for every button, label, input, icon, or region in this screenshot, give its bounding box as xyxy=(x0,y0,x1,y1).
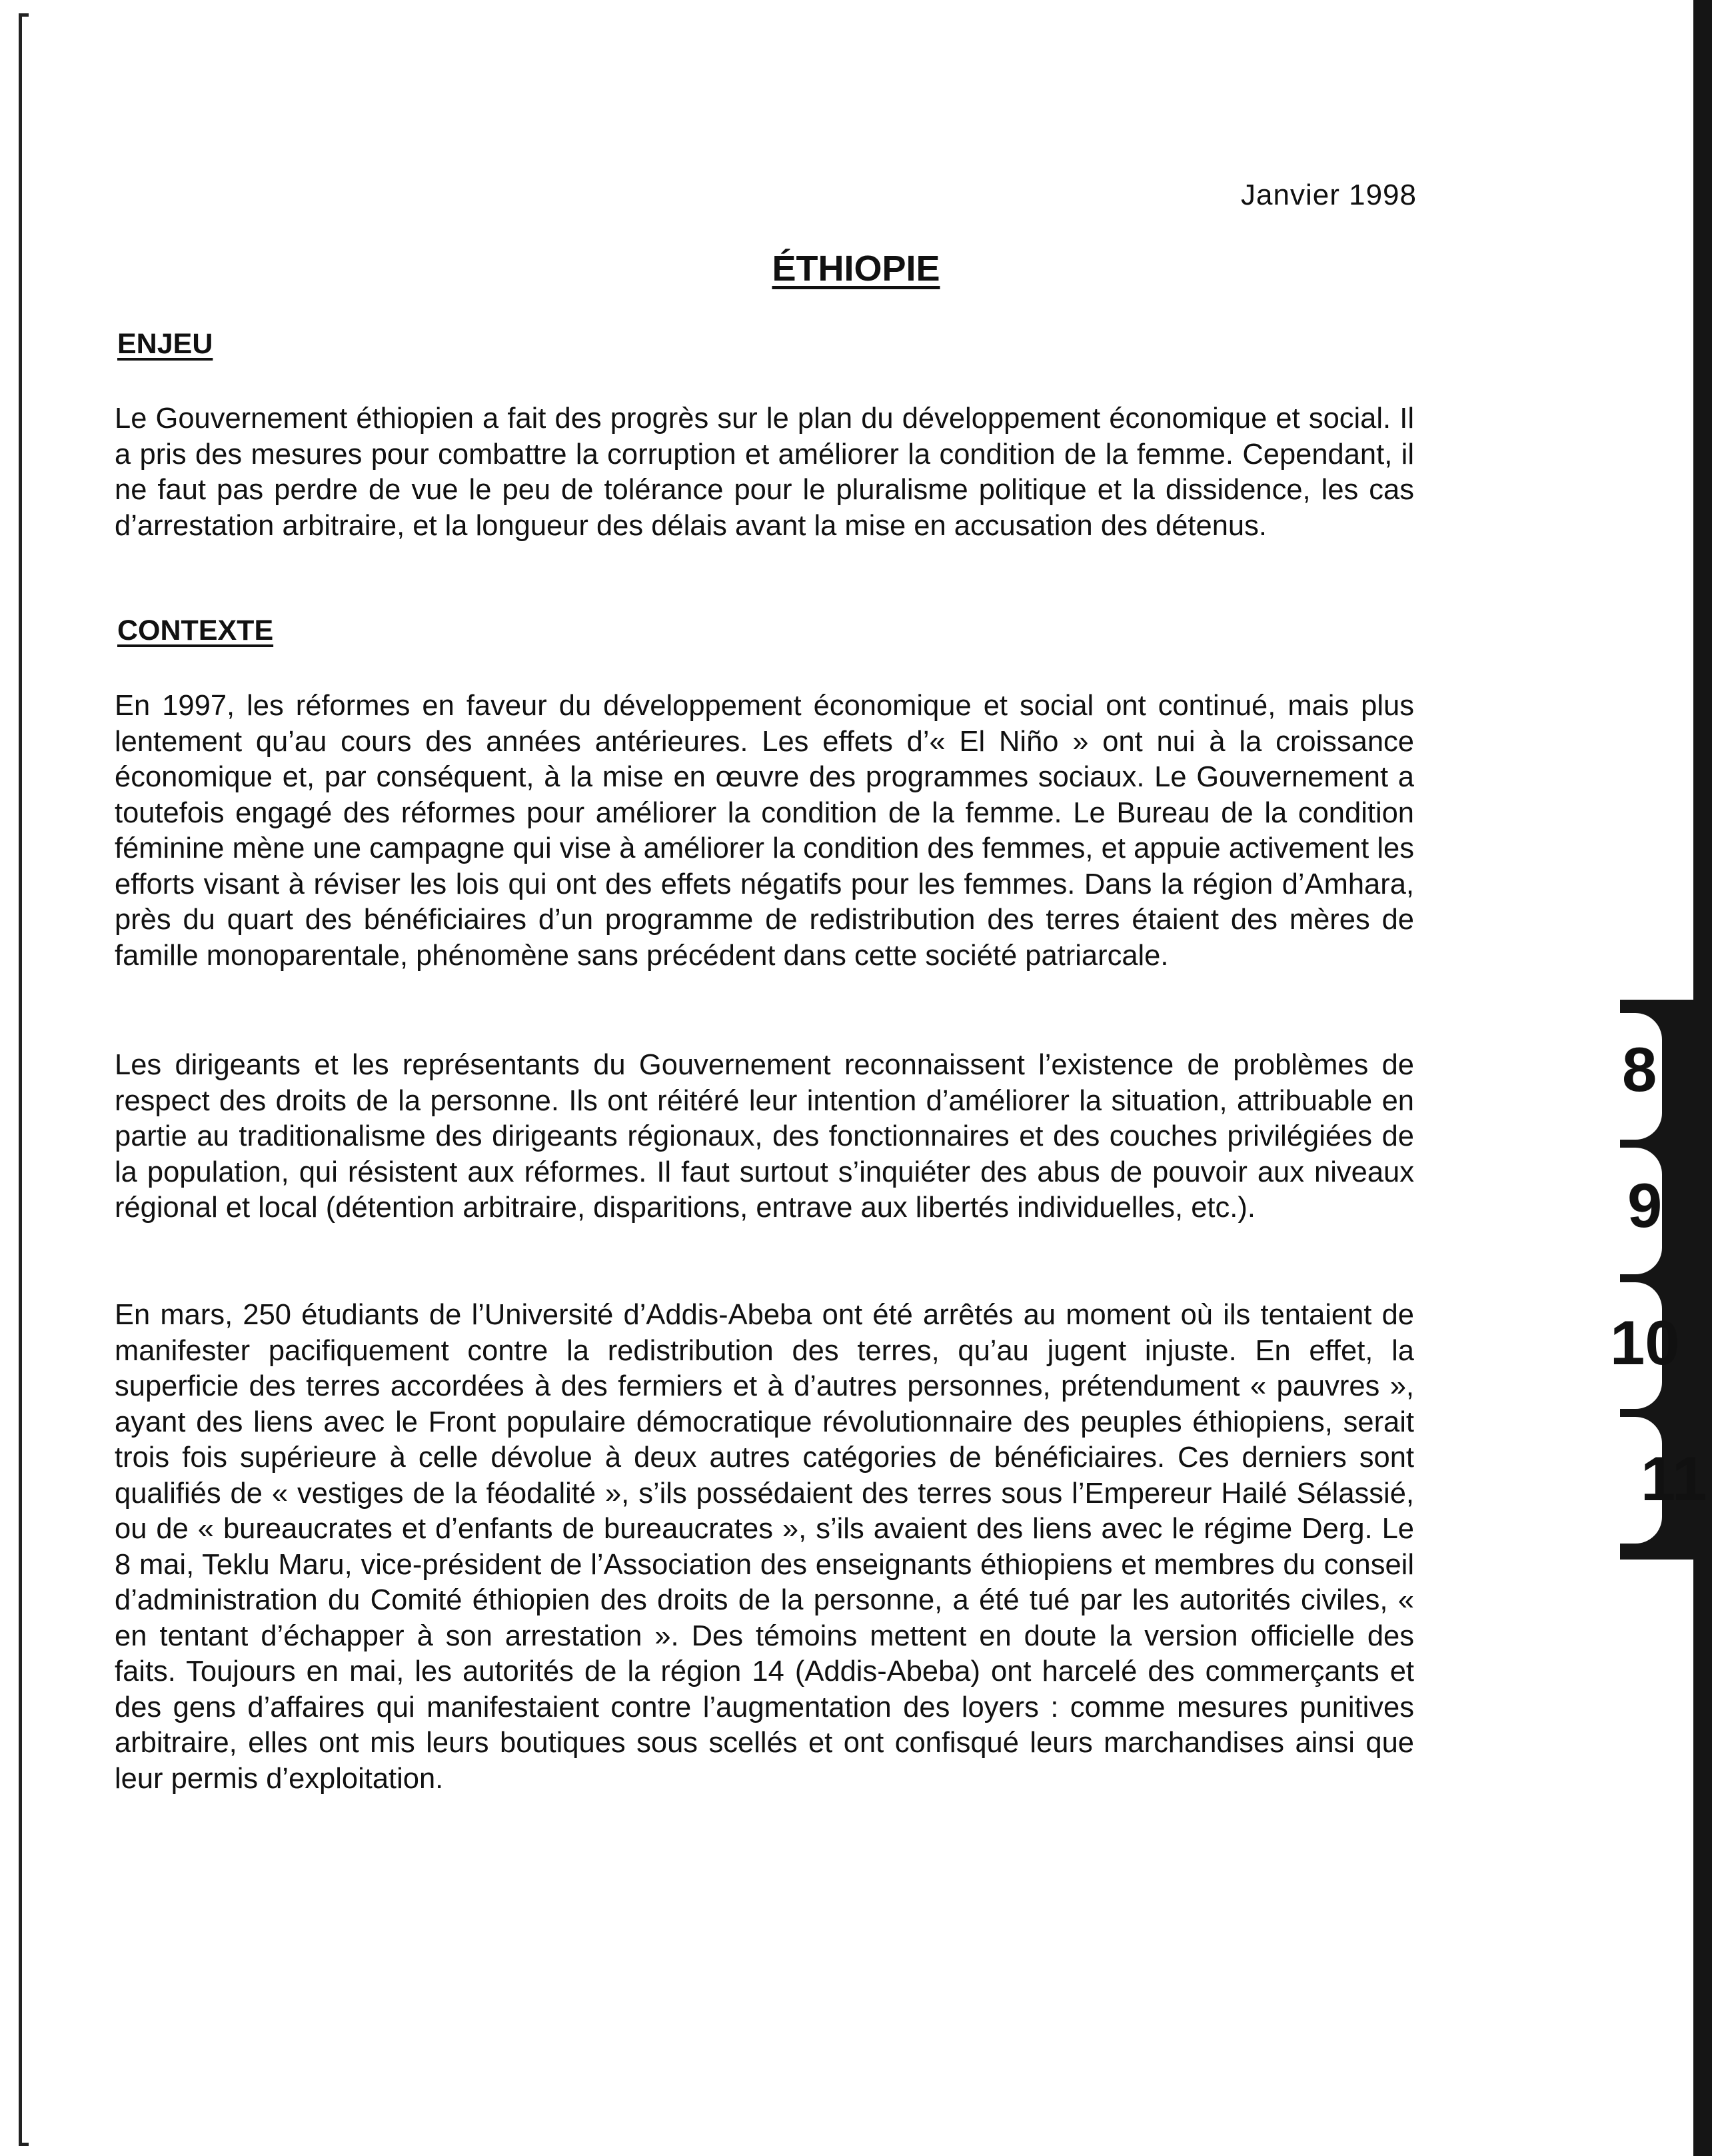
document-title: ÉTHIOPIE xyxy=(772,249,940,289)
section-heading-contexte: CONTEXTE xyxy=(117,614,274,646)
paragraph-contexte-1: En 1997, les réformes en faveur du développement économique et social ont continué, mais plus lentement qu’au cours des années antérieures. Les effets d’« El Niño » ont nui à la croissance économique et, par conséquent, à la mise en œuvre des programmes sociaux. Le Gouvernement a toutefois engagé des réformes pour améliorer la condition de la femme. Le Bureau de la condition féminine mène une campagne qui vise à améliorer la condition des femmes, et appuie activement les efforts visant à réviser les lois qui ont des effets négatifs pour les femmes. Dans la région d’Amhara, près du quart des bénéficiaires d’un programme de redistribution des terres étaient des mères de famille monoparentale, phénomène sans précédent dans cette société patriarcale. xyxy=(115,690,1414,972)
document-date: Janvier 1998 xyxy=(1241,179,1417,211)
paragraph-contexte-2: Les dirigeants et les représentants du Gouvernement reconnaissent l’existence de problèmes de respect des droits de la personne. Ils ont réitéré leur intention d’améliorer la situation, attribuable en partie au traditionalisme des dirigeants régionaux, des fonctionnaires et des couches privilégiées de la population, qui résistent aux réformes. Il faut surtout s’inquiéter des abus de pouvoir aux niveaux régional et local (détention arbitraire, disparitions, entrave aux libertés individuelles, etc.). xyxy=(115,1049,1414,1224)
index-tab-11: 11 xyxy=(1641,1444,1707,1514)
index-tab-8: 8 xyxy=(1622,1034,1657,1104)
binder-bracket xyxy=(19,13,29,2146)
index-tab-10: 10 xyxy=(1610,1308,1680,1378)
paragraph-enjeu: Le Gouvernement éthiopien a fait des progrès sur le plan du développement économique et social. Il a pris des mesures pour combattre la corruption et améliorer la condition de la femme. Cependant, il ne faut pas perdre de vue le peu de tolérance pour le pluralisme politique et la dissidence, les cas d’arrestation arbitraire, et la longueur des délais avant la mise en accusation des détenus. xyxy=(115,403,1414,542)
index-tab-9: 9 xyxy=(1627,1170,1663,1240)
section-heading-enjeu: ENJEU xyxy=(117,328,213,360)
paragraph-contexte-3: En mars, 250 étudiants de l’Université d’Addis-Abeba ont été arrêtés au moment où ils tentaient de manifester pacifiquement contre la redistribution des terres, qu’au jugent injuste. En effet, la superficie des terres accordées à des fermiers et à d’autres personnes, prétendument « pauvres », ayant des liens avec le Front populaire démocratique révolutionnaire des peuples éthiopiens, serait trois fois supérieure à celle dévolue à deux autres catégories de bénéficiaires. Ces derniers sont qualifiés de « vestiges de la féodalité », s’ils possédaient des terres sous l’Empereur Hailé Sélassié, ou de « bureaucrates et d’enfants de bureaucrates », s’ils avaient des liens avec le régime Derg. Le 8 mai, Teklu Maru, vice-président de l’Association des enseignants éthiopiens et membres du conseil d’administration du Comité éthiopien des droits de la personne, a été tué par les autorités civiles, « en tentant d’échapper à son arrestation ». Des témoins mettent en doute la version officielle des faits. Toujours en mai, les autorités de la région 14 (Addis-Abeba) ont harcelé des commerçants et des gens d’affaires qui manifestaient contre l’augmentation des loyers : comme mesures punitives arbitraire, elles ont mis leurs boutiques sous scellés et ont confisqué leurs marchandises ainsi que leur permis d’exploitation. xyxy=(115,1299,1414,1795)
